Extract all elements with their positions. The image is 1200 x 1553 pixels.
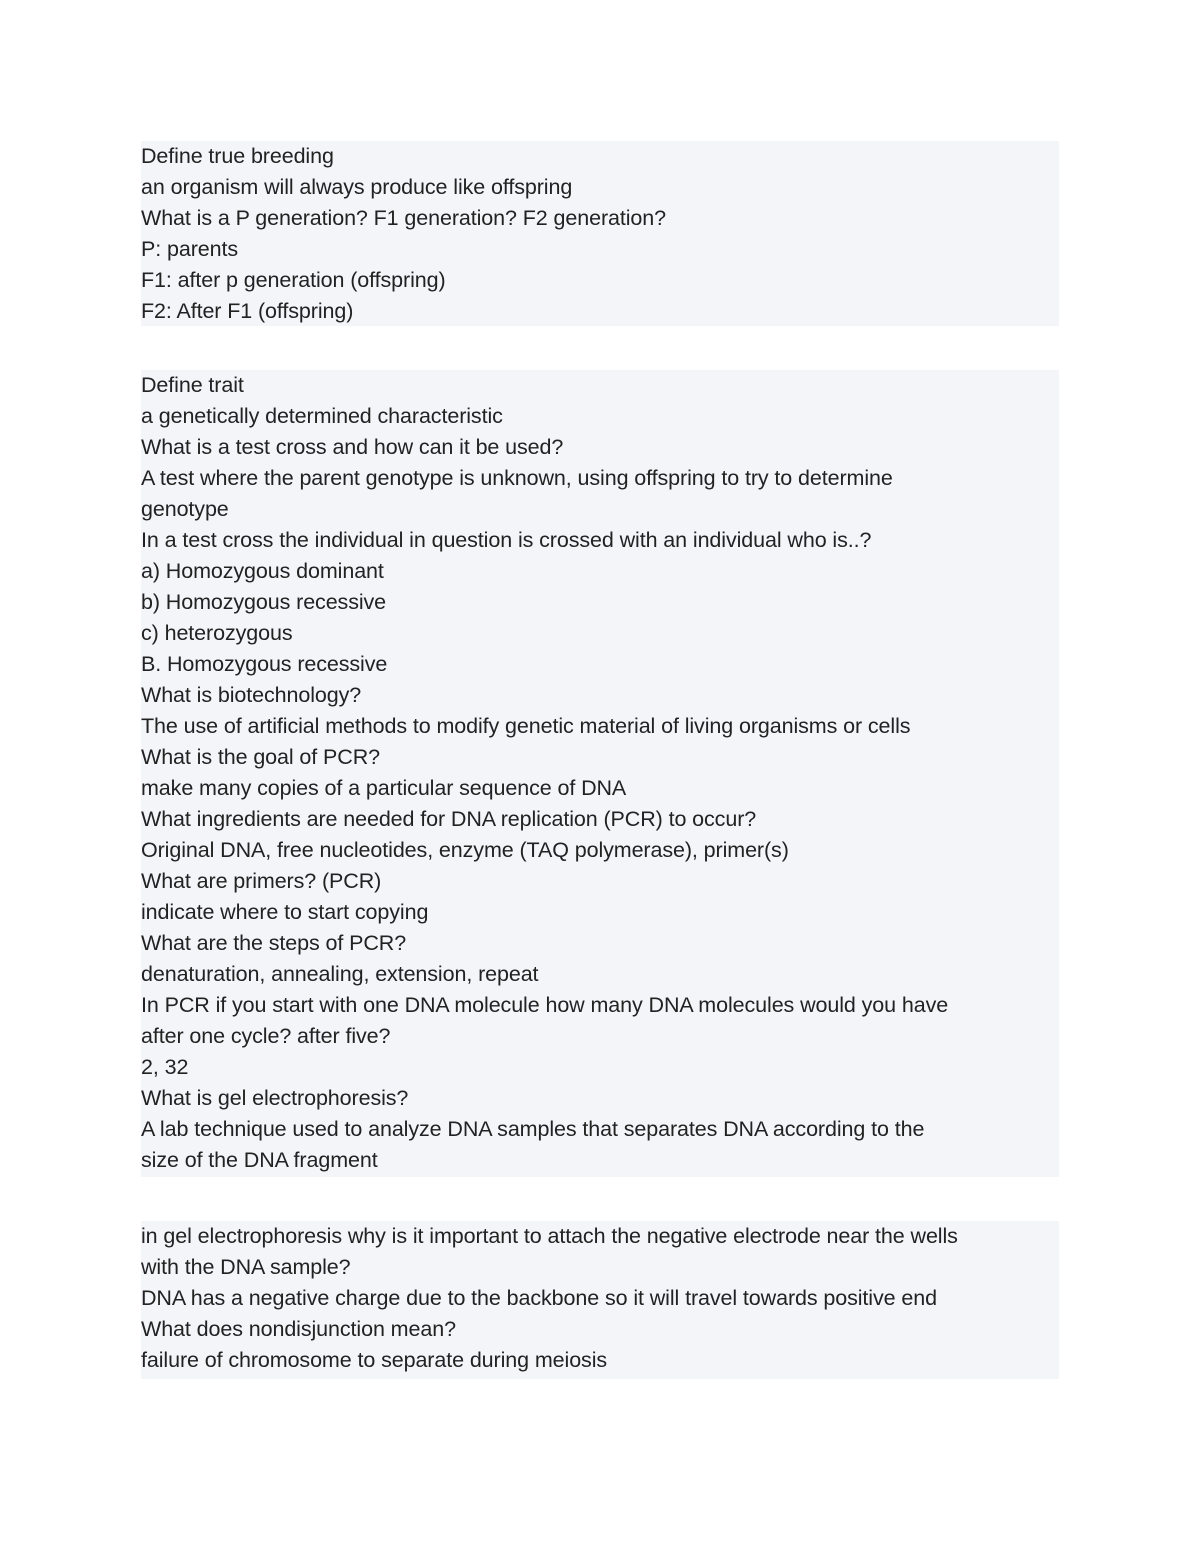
text-line: F1: after p generation (offspring) [141,268,446,292]
text-line: with the DNA sample? [141,1255,351,1279]
text-line: failure of chromosome to separate during meiosis [141,1348,608,1372]
text-line: an organism will always produce like offspring [141,175,573,199]
text-line: What is biotechnology? [141,683,362,707]
text-line: Original DNA, free nucleotides, enzyme (TAQ polymerase), primer(s) [141,838,789,862]
text-line: after one cycle? after five? [141,1024,391,1048]
text-line: What ingredients are needed for DNA replication (PCR) to occur? [141,807,757,831]
text-line: indicate where to start copying [141,900,429,924]
text-line: size of the DNA fragment [141,1148,378,1172]
text-line: In a test cross the individual in question is crossed with an individual who is..? [141,528,872,552]
text-line: What are the steps of PCR? [141,931,407,955]
text-line: The use of artificial methods to modify genetic material of living organisms or cells [141,714,911,738]
flashcard-block-2 [141,370,1059,1177]
text-line: a genetically determined characteristic [141,404,503,428]
text-line: A lab technique used to analyze DNA samples that separates DNA according to the [141,1117,925,1141]
text-line: What is a P generation? F1 generation? F2 generation? [141,206,666,230]
text-line: 2, 32 [141,1055,189,1079]
text-line: make many copies of a particular sequence of DNA [141,776,627,800]
text-line: genotype [141,497,229,521]
text-line: What is gel electrophoresis? [141,1086,409,1110]
text-line: DNA has a negative charge due to the backbone so it will travel towards positive end [141,1286,937,1310]
text-line: F2: After F1 (offspring) [141,299,354,323]
text-line: Define trait [141,373,244,397]
text-line: A test where the parent genotype is unknown, using offspring to try to determine [141,466,893,490]
text-line: in gel electrophoresis why is it important to attach the negative electrode near the wells [141,1224,958,1248]
text-line: What is a test cross and how can it be used? [141,435,564,459]
text-line: What are primers? (PCR) [141,869,382,893]
text-line: In PCR if you start with one DNA molecule how many DNA molecules would you have [141,993,949,1017]
flashcard-block-3 [141,1221,1059,1379]
flashcard-block-1 [141,141,1059,326]
text-line: a) Homozygous dominant [141,559,384,583]
text-line: c) heterozygous [141,621,293,645]
text-line: b) Homozygous recessive [141,590,387,614]
text-line: What is the goal of PCR? [141,745,380,769]
text-line: What does nondisjunction mean? [141,1317,456,1341]
text-line: Define true breeding [141,144,334,168]
text-line: P: parents [141,237,238,261]
text-line: B. Homozygous recessive [141,652,388,676]
text-line: denaturation, annealing, extension, repeat [141,962,539,986]
